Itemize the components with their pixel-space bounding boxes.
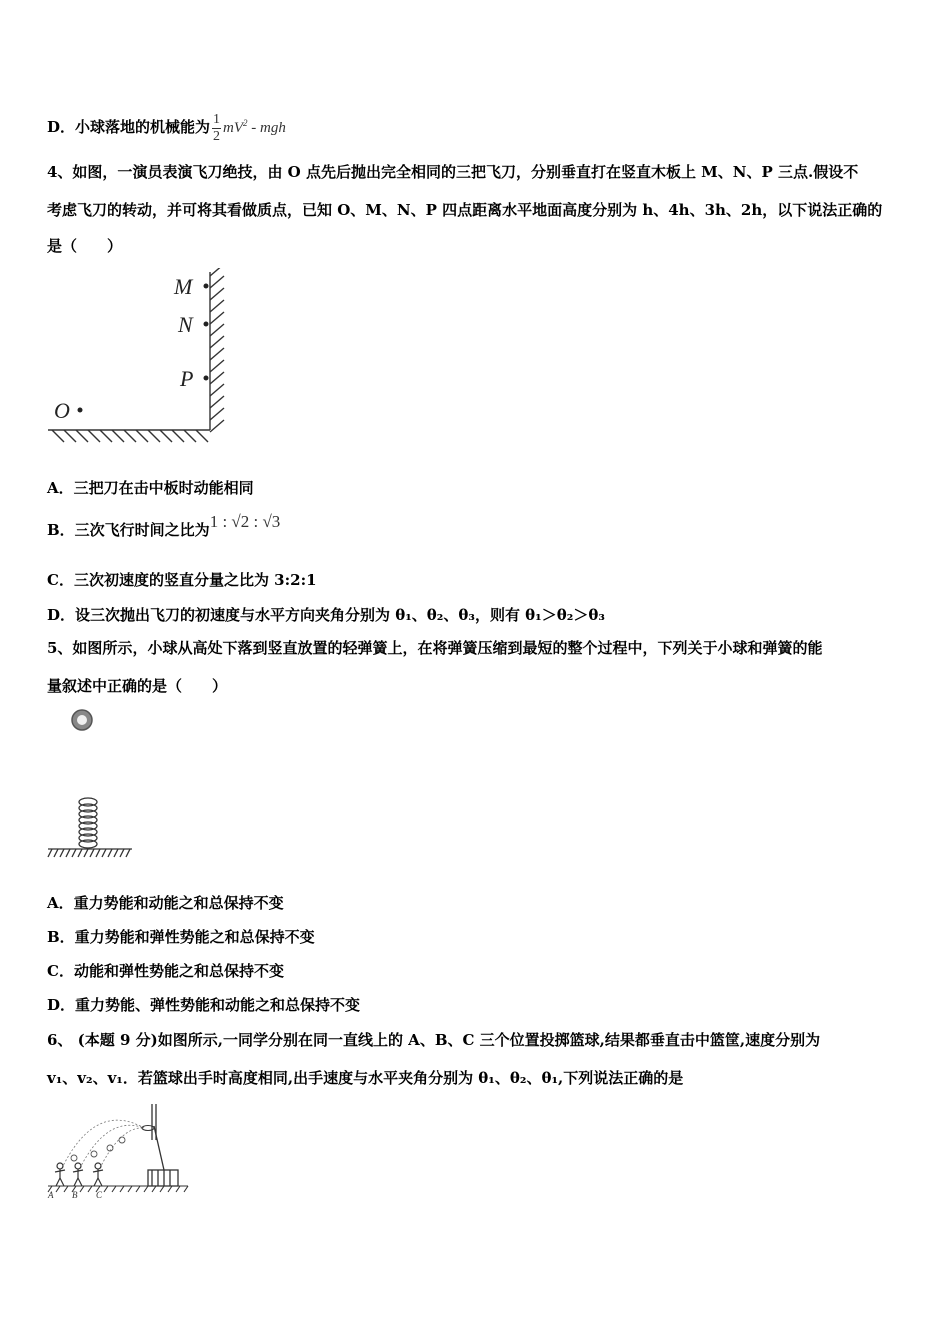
point-o-dot: [78, 408, 83, 413]
trajectories: [60, 1120, 144, 1172]
label-m: M: [174, 274, 193, 299]
q3-option-d-text: 小球落地的机械能为: [75, 117, 211, 136]
label-b: B: [72, 1190, 78, 1200]
q5-figure: [44, 704, 144, 864]
point-m-dot: [204, 284, 209, 289]
q6-stem-line-2: v₁、v₂、v₁．若篮球出手时高度相同,出手速度与水平夹角分别为 θ₁、θ₂、θ₁,下列说法正确的是: [47, 1069, 684, 1087]
label-n: N: [178, 312, 193, 337]
q6-ground: [48, 1186, 188, 1192]
q3-option-d-label: D．: [47, 117, 76, 136]
q3-option-d-formula: $\frac{1}{2}$ $mV^2$ - mgh: [213, 112, 286, 144]
q4-option-b-text: B．三次飞行时间之比为: [47, 521, 210, 539]
q4-option-b-ratio: 1 : √2 : √3: [209, 512, 281, 531]
q4-stem-line-1: 4、如图，一演员表演飞刀绝技，由 O 点先后抛出完全相同的三把飞刀，分别垂直打在竖直木板上 M、N、P 三点.假设不: [47, 163, 859, 181]
q4-figure: [44, 268, 234, 448]
q4-option-d: D．设三次抛出飞刀的初速度与水平方向夹角分别为 θ₁、θ₂、θ₃，则有 θ₁＞θ₂＞θ₃: [47, 606, 605, 624]
q6-stem-line-1: 6、 (本题 9 分)如图所示,一同学分别在同一直线上的 A、B、C 三个位置投掷篮球,结果都垂直击中篮筐,速度分别为: [47, 1031, 821, 1049]
q4-stem-line-2: 考虑飞刀的转动，并可将其看做质点，已知 O、M、N、P 四点距离水平地面高度分别为 h、4h、3h、2h，以下说法正确的: [47, 201, 883, 219]
wall-hatch: [210, 268, 224, 432]
q5-stem-line-1: 5、如图所示，小球从高处下落到竖直放置的轻弹簧上，在将弹簧压缩到最短的整个过程中，下列关于小球和弹簧的能: [47, 639, 823, 657]
q4-option-b: [47, 512, 281, 540]
q5-stem-line-2: 量叙述中正确的是（ ）: [47, 677, 228, 695]
label-p: P: [180, 366, 194, 391]
point-n-dot: [204, 322, 209, 327]
q5-ground: [48, 849, 132, 857]
q4-stem-line-3: 是（ ）: [47, 237, 123, 255]
label-c: C: [96, 1190, 103, 1200]
q5-option-d: D．重力势能、弹性势能和动能之和总保持不变: [47, 996, 361, 1014]
q3-option-d: [47, 112, 286, 145]
q5-option-a: A．重力势能和动能之和总保持不变: [47, 894, 284, 912]
q5-option-c: C．动能和弹性势能之和总保持不变: [47, 962, 284, 980]
label-o: O: [54, 398, 70, 423]
q4-option-c: C．三次初速度的竖直分量之比为 3:2:1: [47, 571, 317, 589]
point-p-dot: [204, 376, 209, 381]
label-a: A: [48, 1190, 54, 1200]
q4-option-a: A．三把刀在击中板时动能相同: [47, 479, 254, 497]
ground-hatch: [52, 430, 208, 442]
q5-option-b: B．重力势能和弹性势能之和总保持不变: [47, 928, 315, 946]
players-icon: [55, 1163, 103, 1186]
q6-figure: [44, 1100, 194, 1200]
basketball-stand-icon: [148, 1104, 178, 1186]
fraction: $\frac{1}{2}$: [213, 112, 221, 144]
spring-icon: [79, 798, 97, 848]
